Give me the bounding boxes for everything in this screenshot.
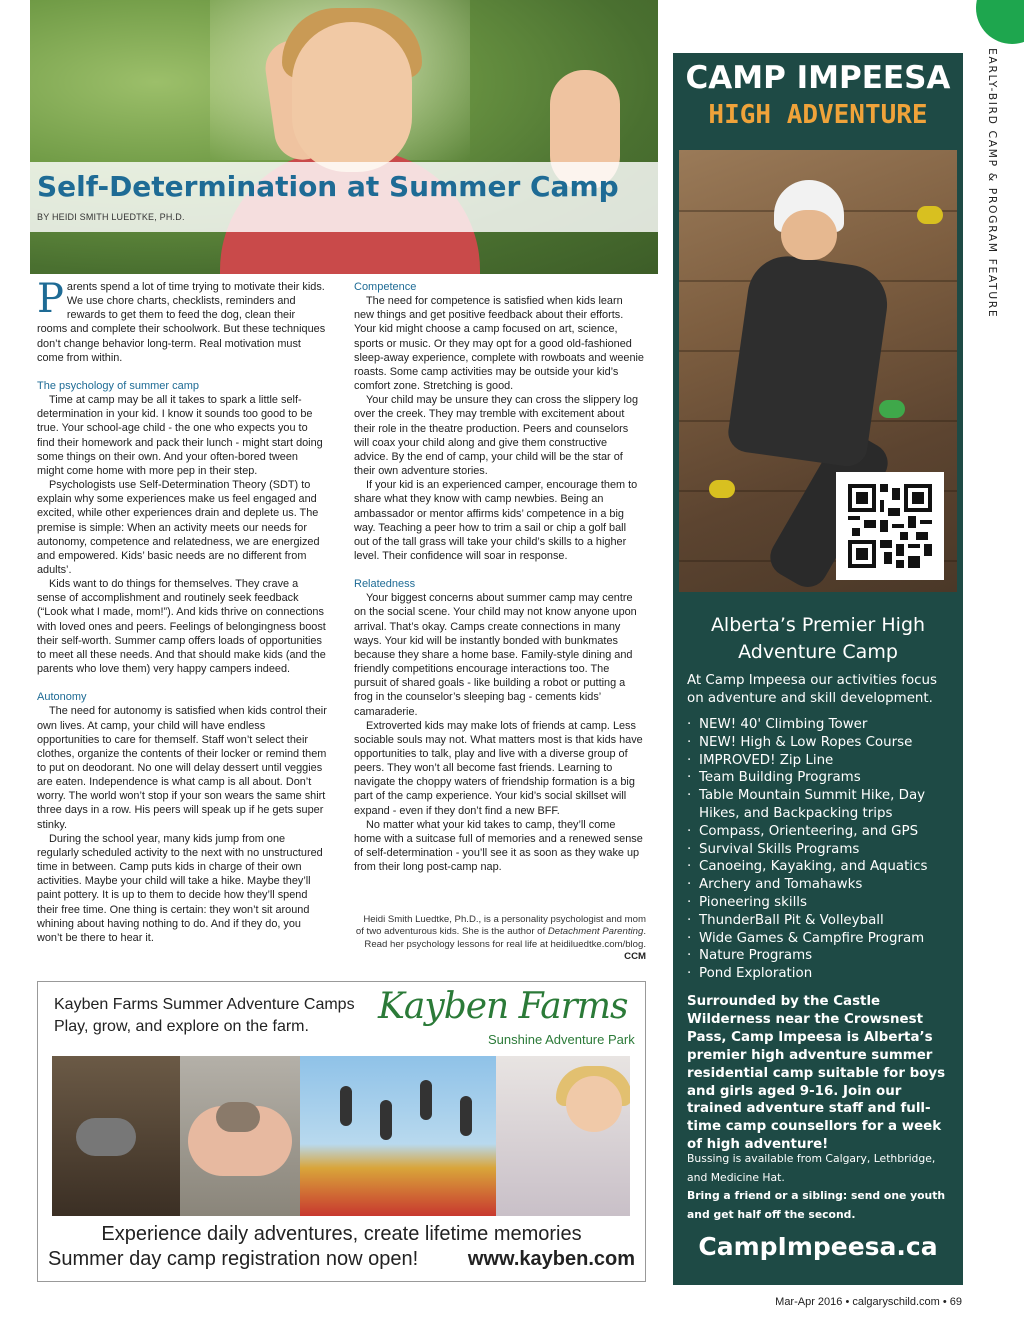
activity-list [687,716,957,983]
subhead-psychology: The psychology of summer camp [37,379,200,392]
qr-code-icon [848,484,932,568]
ad-tagline: Kayben Farms Summer Adventure Camps [54,996,355,1013]
ad-intro: At Camp Impeesa our activities focus on adventure and skill development. [687,673,937,706]
paragraph: During the school year, many kids jump from one regularly scheduled activity to the next with no unstructured time in between. Camp puts kids in charge of their own activities. Maybe your child will take a hike. Maybe they’ll paint pottery. It is up to them to decide how they’ll spend their free time. One thing is certain: they won’t sit around whining about having nothing to do. And if they do, you won’t be there to hear it. [37,832,323,944]
list-item: · Compass, Orienteering, and GPS [687,823,957,841]
list-item: · ThunderBall Pit & Volleyball [687,912,957,930]
paragraph: Psychologists use Self-Determination Theory (SDT) to explain why some experiences make us feel engaged and excited, while other experiences drain and deplete us. The premise is simple: When an activity meets our needs for autonomy, competence and relatedness, we are energized and empowered. Kids’ basic needs are no different from adults’. [37,479,320,576]
article-title: Self-Determination at Summer Camp [37,170,619,203]
list-item: · Pioneering skills [687,894,957,912]
ad-brand-subtitle: HIGH ADVENTURE [708,100,928,130]
pig-photo [52,1056,180,1216]
intro-paragraph: Parents spend a lot of time trying to motivate their kids. We use chore charts, checklists, reminders and rewards to get them to feed the dog, clean their rooms and complete their schoolwork. But these techniques don’t change behavior long-term. Real motivation must come from within. [37,276,326,364]
paragraph: Kids want to do things for themselves. They crave a sense of accomplishment and routinely seek feedback (“Look what I made, mom!”). And kids thrive on connections with loved ones and peers. Feelings of belongingness boost their self-worth. Summer camp offers loads of opportunities to meet all these needs. And that should make kids (and the parents who love them) very happy campers indeed. [37,578,326,676]
drop-cap: P [37,276,64,322]
article-column-1 [37,276,327,945]
paragraph: No matter what your kid takes to camp, they’ll come home with a suitcase full of memories and a renewed sense of self-determination - you’ll see it as soon as they wake up from their long post-camp nap. [354,818,643,874]
list-item: · NEW! 40' Climbing Tower [687,716,957,734]
list-item: · Canoeing, Kayaking, and Aquatics [687,858,957,876]
paragraph: Your child may be unsure they can cross the slippery log over the creek. They may tremble with excitement about their role in the theatre production. Peers and counselors will coax your child along and give them constructive advice. By the end of camp, your child will be the star of their own adventure stories. [354,394,639,478]
ad-photo-strip [52,1056,630,1216]
paragraph: The need for competence is satisfied when kids learn new things and get positive feedback about their efforts. Your kid might choose a camp focused on art, science, sports or music. Or they may opt for a good old-fashioned sleep-away experience, complete with rowboats and weenie roasts. Some camp activities may be outside your kid’s comfort zone. Stretching is good. [354,295,644,393]
paragraph: If your kid is an experienced camper, encourage them to share what they know with camp newbies. Being an ambassador or mentor affirms kids’ competence in a big way. Teaching a peer how to trim a sail or chip a golf ball out of the tall grass will take your child’s skills to a higher level. Their confidence will soar in response. [354,479,638,562]
ad-promo-note: Bring a friend or a sibling: send one youth and get half off the second. [687,1189,946,1221]
subhead-autonomy: Autonomy [37,691,87,704]
subhead-competence: Competence [354,281,417,293]
kayben-logo: Kayben Farms [378,986,628,1027]
list-item: · Survival Skills Programs [687,841,957,859]
list-item: · Pond Exploration [687,965,957,983]
list-item: · Table Mountain Summit Hike, Day Hikes, and Backpacking trips [687,787,957,823]
list-item: · NEW! High & Low Ropes Course [687,734,957,752]
list-item: · Archery and Tomahawks [687,876,957,894]
section-side-label: EARLY-BIRD CAMP & PROGRAM FEATURE [986,48,999,319]
corner-tab [976,0,1024,44]
subhead-relatedness: Relatedness [354,578,416,591]
qr-code[interactable] [836,472,944,580]
list-item: · Wide Games & Campfire Program [687,930,957,948]
kayben-farms-ad[interactable] [37,981,646,1282]
hero-photo [30,0,658,274]
kayben-website-link[interactable]: www.kayben.com [467,1248,635,1270]
ad-body-text: Surrounded by the Castle Wilderness near the Crowsnest Pass, Camp Impeesa is Alberta’s premier high adventure summer residential camp suitable for boys and girls aged 9-16. Join our trained adventure staff and full-time camp counsellors for a week of high adventure! [687,994,946,1153]
bunny-photo [180,1056,300,1216]
book-title: Detachment Parenting [547,926,644,938]
ad-brand-title: CAMP IMPEESA [685,60,951,96]
paragraph: Your biggest concerns about summer camp may centre on the social scene. Your child may not know anyone upon arrival. That’s okay. Camps create connections in many ways. Your kid will be instantly bonded with bunkmates because they share a home base. Family-style dining and friendly competitions encourage interactions too. The pursuit of shared goals - like building a robot or putting a frog in the counselor’s sleeping bag - cements kids’ camaraderie. [354,592,637,718]
article-byline: BY HEIDI SMITH LUEDTKE, PH.D. [37,212,185,222]
paragraph: Time at camp may be all it takes to spark a little self-determination in your kid. I know it sounds too good to be true. Your school-age child - the one who expects you to find their homework and pack their lunch - might start doing some things on their own. And your often-bored tween might come home with more pep in their step. [37,394,323,477]
author-bio: Heidi Smith Luedtke, Ph.D., is a personality psychologist and mom of two adventurous kids. She is the author of Detachment Parenting. Read her psychology lessons for real life at heidiluedtke.com/blog. CCM [355,914,646,963]
paragraph: Extroverted kids may make lots of friends at camp. Less sociable souls may not. What matters most is that kids have opportunities to talk, play and live with a diverse group of peers. They won’t all become fast friends. Learning to navigate the choppy waters of friendship formation is a big part of the camp experience. Your kid’s social skillset will expand - even if they don’t find a new BFF. [354,719,643,817]
list-item: · Team Building Programs [687,769,957,787]
ad-bussing-note: Bussing is available from Calgary, Lethbridge, and Medicine Hat. [687,1152,936,1184]
ad-tagline: Play, grow, and explore on the farm. [54,1018,309,1035]
ad-slogan: Experience daily adventures, create lifetime memories [101,1223,582,1245]
article-column-2 [354,280,644,874]
ad-website-link[interactable]: CampImpeesa.ca [698,1232,938,1261]
page-folio: Mar-Apr 2016 • calgaryschild.com • 69 [775,1296,962,1308]
girl-photo [496,1056,630,1216]
list-item: · Nature Programs [687,947,957,965]
ccm-signature: CCM [624,951,646,963]
list-item: · IMPROVED! Zip Line [687,752,957,770]
ad-headline: Alberta’s Premier High Adventure Camp [710,614,926,663]
jumping-kids-photo [300,1056,496,1216]
kayben-logo-subtitle: Sunshine Adventure Park [488,1032,635,1047]
paragraph: The need for autonomy is satisfied when kids control their own lives. At camp, your child will have endless opportunities to care for themself. Staff won’t select their clothes, organize the contents of their locker or remind them to put on deodorant. No one will delay dessert until veggies are eaten. Independence is what camp is all about. Don’t worry. The world won’t stop if your son wears the same shirt three days in a row. His peers will speak up if he gets super stinky. [37,705,327,831]
ad-registration-note: Summer day camp registration now open! [48,1248,419,1270]
